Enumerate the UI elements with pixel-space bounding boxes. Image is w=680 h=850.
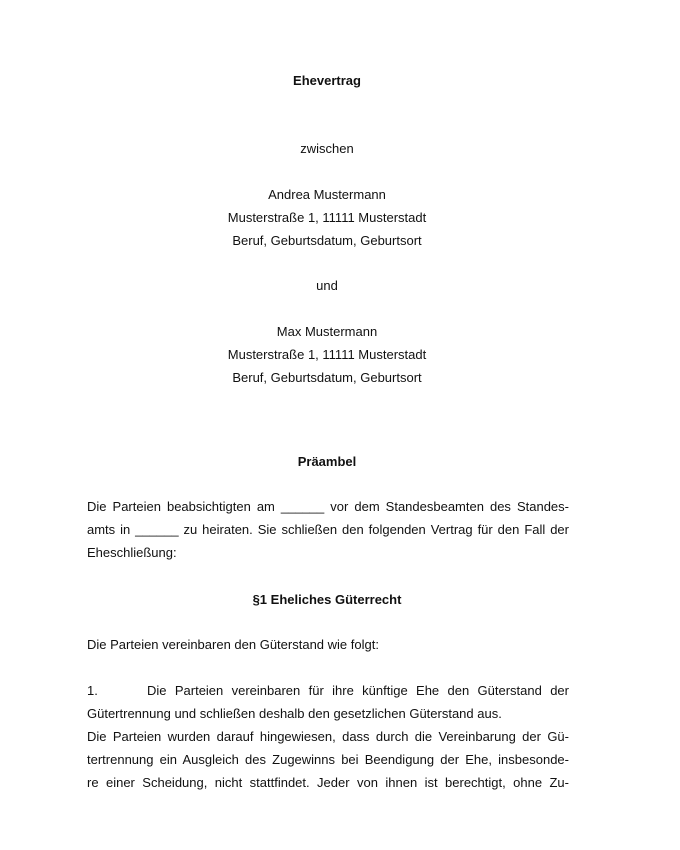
preamble-line: amts in ______ zu heiraten. Sie schließen den folgenden Vertrag für den Fall der [87, 522, 569, 537]
section1-intro: Die Parteien vereinbaren den Güterstand wie folgt: [87, 637, 379, 652]
preamble-line: Die Parteien beabsichtigten am ______ vor dem Standesbeamten des Standes- [87, 499, 569, 514]
between-text: zwischen [300, 141, 354, 156]
and-text: und [316, 278, 338, 293]
section1-line: re einer Scheidung, nicht stattfindet. Jeder von ihnen ist berechtigt, ohne Zu- [87, 775, 569, 790]
list-item-first-line: Die Parteien vereinbaren für ihre künftige Ehe den Güterstand der [147, 683, 569, 698]
party2-name: Max Mustermann [276, 324, 378, 339]
party2-details: Beruf, Geburtsdatum, Geburtsort [232, 370, 422, 385]
section1-line: Gütertrennung und schließen deshalb den gesetzlichen Güterstand aus. [87, 706, 502, 721]
section1-heading: §1 Eheliches Güterrecht [252, 592, 402, 607]
section1-line: Die Parteien wurden darauf hingewiesen, dass durch die Vereinbarung der Gü- [87, 729, 569, 744]
list-item-number: 1. [87, 683, 98, 698]
preamble-line: Eheschließung: [87, 545, 177, 560]
party2-address: Musterstraße 1, 11111 Musterstadt [227, 347, 427, 362]
party1-details: Beruf, Geburtsdatum, Geburtsort [232, 233, 422, 248]
party1-address: Musterstraße 1, 11111 Musterstadt [227, 210, 427, 225]
section1-line: tertrennung ein Ausgleich des Zugewinns bei Beendigung der Ehe, insbesonde- [87, 752, 569, 767]
party1-name: Andrea Mustermann [268, 187, 386, 202]
document-title: Ehevertrag [293, 73, 361, 88]
preamble-heading: Präambel [297, 454, 357, 469]
